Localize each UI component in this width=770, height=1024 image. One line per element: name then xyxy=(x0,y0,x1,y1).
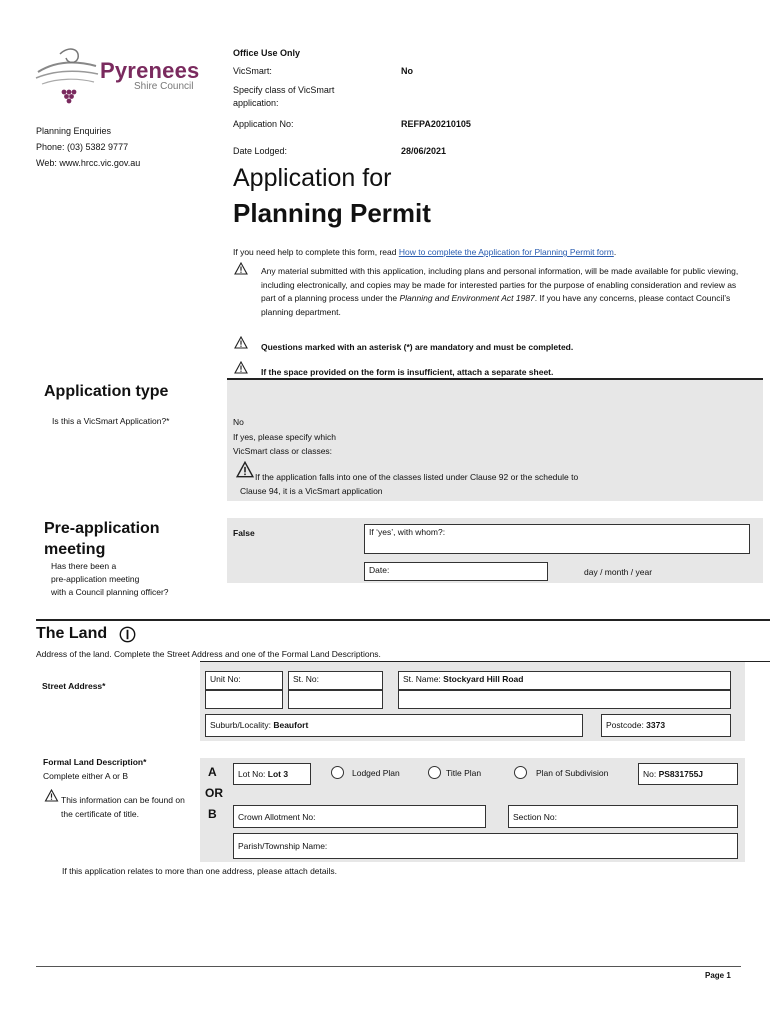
plan-of-subdivision-radio[interactable] xyxy=(514,766,527,779)
council-logo xyxy=(34,44,204,106)
logo-name: Pyrenees xyxy=(100,58,200,83)
page-number: Page 1 xyxy=(705,971,731,980)
application-no-label: Application No: xyxy=(233,119,294,129)
vicsmart-label: VicSmart: xyxy=(233,66,272,76)
public-viewing-notice xyxy=(261,265,741,319)
plan-no-label: No: xyxy=(643,769,659,779)
logo-emblem-icon xyxy=(34,44,104,106)
notice-1-end: . If you have any concerns, please contact Council’s planning department. xyxy=(261,293,731,317)
meeting-date-field[interactable] xyxy=(364,562,548,581)
lodged-plan-label: Lodged Plan xyxy=(352,768,400,778)
warning-icon xyxy=(235,461,255,478)
info-icon xyxy=(119,626,136,643)
warning-icon xyxy=(234,262,248,275)
section-divider xyxy=(36,619,770,621)
application-no-value: REFPA20210105 xyxy=(401,119,471,129)
more-address-note: If this application relates to more than one address, please attach details. xyxy=(62,866,337,876)
or-label: OR xyxy=(205,786,223,800)
notice-1-text: Any material submitted with this application, including plans and personal information, will be made available for public viewing, including electronically, and copies may be made for interested parties for the purpose of enabling consideration and review as part of a planning process under the xyxy=(261,266,739,303)
logo-subtitle: Shire Council xyxy=(134,81,194,92)
suburb-field[interactable] xyxy=(205,714,583,737)
formal-description-hint: Complete either A or B xyxy=(43,771,129,781)
postcode-label: Postcode: xyxy=(606,720,647,730)
notice-1-act: Planning and Environment Act 1987 xyxy=(399,293,535,303)
office-use-heading: Office Use Only xyxy=(233,48,301,58)
meeting-with-whom-field[interactable] xyxy=(364,524,750,554)
vicsmart-class-question-1: If yes, please specify which xyxy=(233,432,336,442)
parish-label: Parish/Township Name: xyxy=(238,841,328,851)
warning-icon xyxy=(44,789,59,802)
postcode-field[interactable] xyxy=(601,714,731,737)
contact-web: Web: www.hrcc.vic.gov.au xyxy=(36,158,141,168)
pre-application-question-3: with a Council planning officer? xyxy=(51,587,169,597)
plan-of-subdivision-label: Plan of Subdivision xyxy=(536,768,609,778)
footer-divider xyxy=(36,966,741,967)
certificate-note: This information can be found on the certificate of title. xyxy=(61,795,185,819)
title-plan-radio[interactable] xyxy=(428,766,441,779)
contact-enquiries: Planning Enquiries xyxy=(36,126,112,136)
vicsmart-note-line2: Clause 94, it is a VicSmart application xyxy=(240,486,383,496)
lot-no-field[interactable] xyxy=(233,763,311,785)
street-address-label: Street Address* xyxy=(42,681,106,691)
pre-application-question-2: pre-application meeting xyxy=(51,574,140,584)
date-lodged-label: Date Lodged: xyxy=(233,146,288,156)
section-no-field[interactable] xyxy=(508,805,738,828)
warning-icon xyxy=(234,336,248,349)
pre-application-heading-1: Pre-application xyxy=(44,520,160,537)
application-type-heading: Application type xyxy=(44,383,169,400)
help-prefix: If you need help to complete this form, read xyxy=(233,247,399,257)
unit-no-input[interactable] xyxy=(205,690,283,709)
help-text xyxy=(233,247,616,257)
mandatory-notice: Questions marked with an asterisk (*) are mandatory and must be completed. xyxy=(261,342,574,352)
lodged-plan-radio[interactable] xyxy=(331,766,344,779)
page-title-line2: Planning Permit xyxy=(233,198,431,228)
vicsmart-class-label: Specify class of VicSmart application: xyxy=(233,85,335,108)
crown-allotment-field[interactable] xyxy=(233,805,486,828)
space-notice: If the space provided on the form is insufficient, attach a separate sheet. xyxy=(261,367,554,377)
the-land-heading: The Land xyxy=(36,625,108,642)
unit-no-field[interactable] xyxy=(205,671,283,690)
help-link[interactable]: How to complete the Application for Planning Permit form xyxy=(398,247,614,257)
date-format-hint: day / month / year xyxy=(584,567,653,577)
parish-field[interactable] xyxy=(233,833,738,859)
land-description: Address of the land. Complete the Street Address and one of the Formal Land Descriptions. xyxy=(36,649,381,659)
title-plan-label: Title Plan xyxy=(446,768,482,778)
date-lodged-value: 28/06/2021 xyxy=(401,146,447,156)
warning-icon xyxy=(234,361,248,374)
vicsmart-question: Is this a VicSmart Application?* xyxy=(52,416,170,426)
vicsmart-class-question-2: VicSmart class or classes: xyxy=(233,446,333,456)
vicsmart-answer[interactable]: No xyxy=(233,417,244,427)
street-name-input[interactable] xyxy=(398,690,731,709)
option-b-label: B xyxy=(208,807,217,821)
street-no-input[interactable] xyxy=(288,690,383,709)
option-a-label: A xyxy=(208,765,217,779)
plan-no-field[interactable] xyxy=(638,763,738,785)
contact-phone: Phone: (03) 5382 9777 xyxy=(36,142,129,152)
crown-allotment-label: Crown Allotment No: xyxy=(238,812,316,822)
lot-no-label: Lot No: xyxy=(238,769,268,779)
lot-no-value: Lot 3 xyxy=(267,769,289,779)
meeting-with-whom-label: If ‘yes’, with whom?: xyxy=(369,527,446,537)
unit-no-label: Unit No: xyxy=(210,674,241,684)
section-no-label: Section No: xyxy=(513,812,557,822)
vicsmart-value: No xyxy=(401,66,413,76)
help-suffix: . xyxy=(613,247,617,257)
pre-application-question-1: Has there been a xyxy=(51,561,117,571)
pre-application-answer[interactable]: False xyxy=(233,528,255,538)
street-no-label: St. No: xyxy=(293,674,319,684)
suburb-value: Beaufort xyxy=(273,720,309,730)
meeting-date-label: Date: xyxy=(369,565,390,575)
vicsmart-note-line1: If the application falls into one of the classes listed under Clause 92 or the schedule to xyxy=(255,472,579,482)
plan-no-value: PS831755J xyxy=(658,769,704,779)
street-no-field[interactable] xyxy=(288,671,383,690)
suburb-label: Suburb/Locality: xyxy=(210,720,274,730)
pre-application-heading-2: meeting xyxy=(44,541,106,558)
page-title-line1: Application for xyxy=(233,164,392,192)
postcode-value: 3373 xyxy=(646,720,666,730)
street-name-label: St. Name: xyxy=(403,674,444,684)
street-name-value: Stockyard Hill Road xyxy=(443,674,524,684)
formal-description-label: Formal Land Description* xyxy=(43,757,147,767)
street-name-field[interactable] xyxy=(398,671,731,690)
